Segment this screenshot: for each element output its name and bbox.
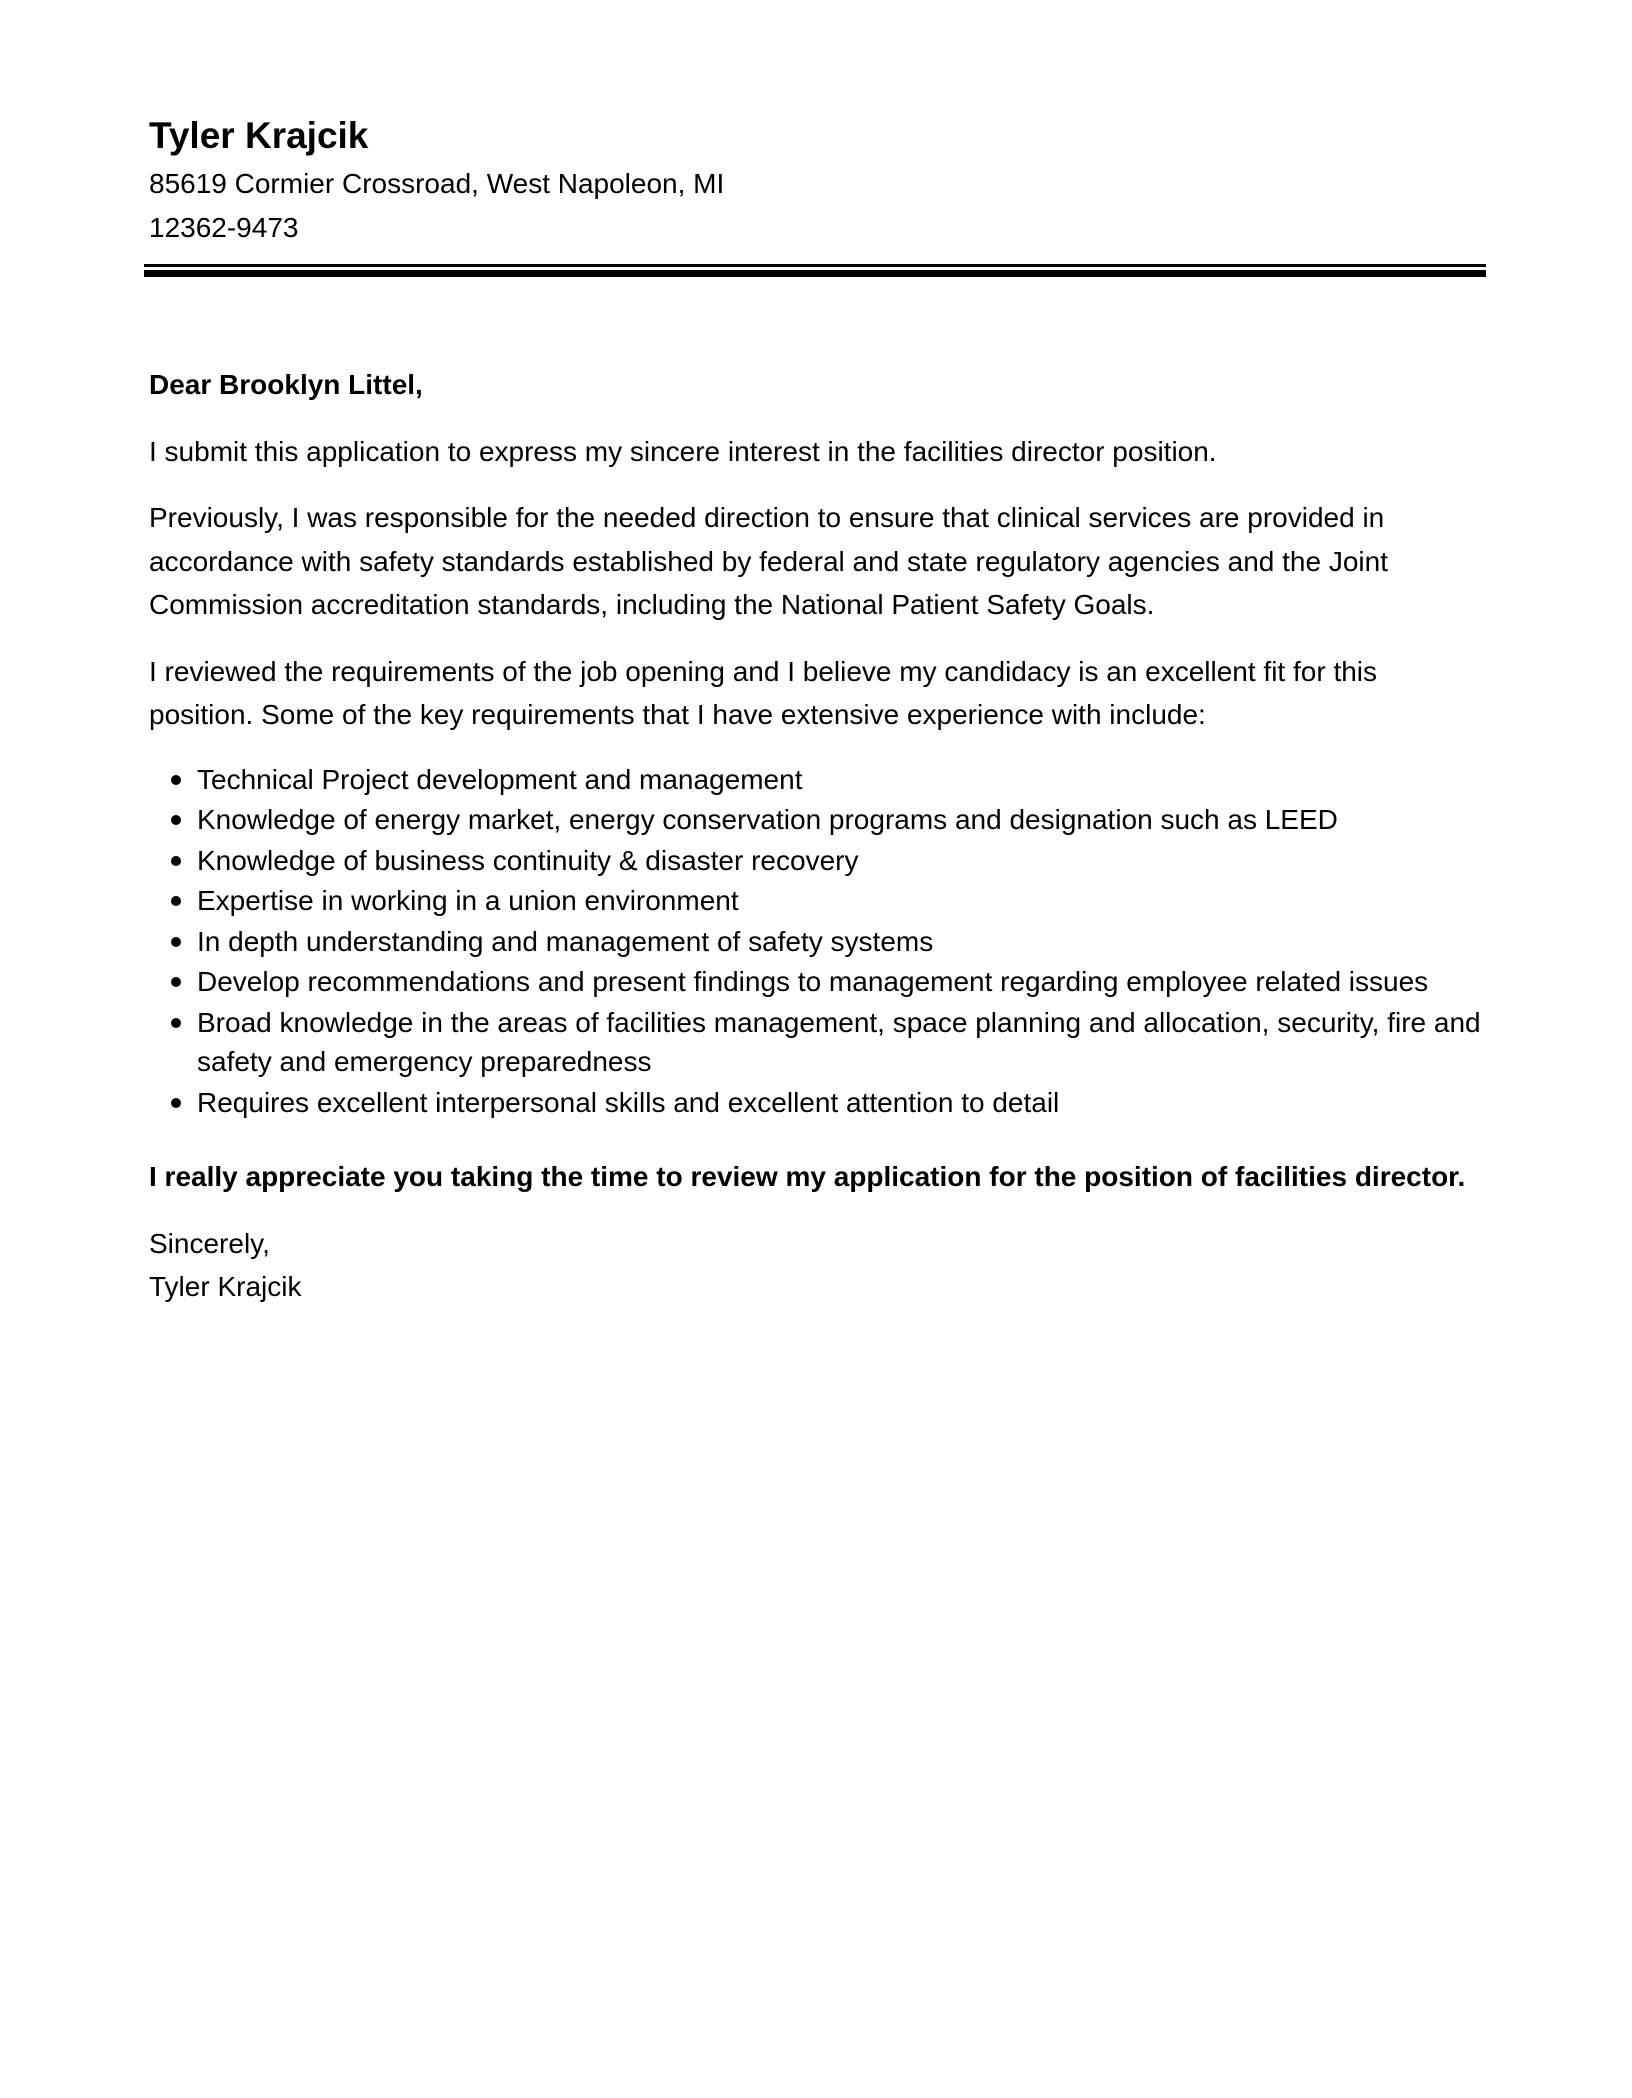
bullet-icon [171,1018,181,1028]
cover-letter-page [149,110,1489,1308]
list-item [149,760,1489,800]
closing-statement: I really appreciate you taking the time to review my application for the position of facilities director. [149,1161,1466,1192]
list-item-text: Knowledge of business continuity & disaster recovery [197,844,859,876]
bullet-icon [171,775,181,785]
letter-body [149,363,1489,1308]
bullet-icon [171,977,181,987]
list-item-text: Technical Project development and management [197,763,803,795]
applicant-name: Tyler Krajcik [149,115,369,156]
list-item [149,800,1489,840]
list-item [149,1003,1489,1082]
signature-name: Tyler Krajcik [149,1270,302,1302]
requirements-list [149,760,1489,1123]
paragraph-requirements: I reviewed the requirements of the job opening and I believe my candidacy is an excellent fit for this position. Some of the key requirements that I have extensive experience with include: [149,655,1378,730]
list-item-text: Expertise in working in a union environment [197,885,739,916]
bullet-icon [171,815,181,825]
list-item-text: Requires excellent interpersonal skills and excellent attention to detail [197,1086,1060,1118]
paragraph-experience: Previously, I was responsible for the needed direction to ensure that clinical services are provided in accordance with safety standards established by federal and state regulatory agencies and the Joint Commission accreditation standards, including the National Patient Safety Goals. [149,502,1388,620]
header-divider [144,264,1486,277]
paragraph-intro: I submit this application to express my sincere interest in the facilities director position. [149,435,1217,467]
list-item [149,881,1489,921]
list-item-text: Broad knowledge in the areas of facilities management, space planning and allocation, security, fire and safety and emergency preparedness [197,1006,1481,1077]
list-item [149,962,1489,1002]
list-item-text: Knowledge of energy market, energy conservation programs and designation such as LEED [197,804,1338,835]
list-item [149,841,1489,881]
address-line-1: 85619 Cormier Crossroad, West Napoleon, MI [149,168,725,199]
list-item-text: Develop recommendations and present findings to management regarding employee related issues [197,966,1429,997]
bullet-icon [171,937,181,947]
salutation: Dear Brooklyn Littel, [149,369,423,400]
list-item [149,922,1489,962]
address-line-2: 12362-9473 [149,212,299,243]
bullet-icon [171,1098,181,1108]
list-item [149,1083,1489,1123]
bullet-icon [171,896,181,906]
list-item-text: In depth understanding and management of safety systems [197,925,934,957]
signoff: Sincerely, [149,1227,270,1259]
bullet-icon [171,856,181,866]
